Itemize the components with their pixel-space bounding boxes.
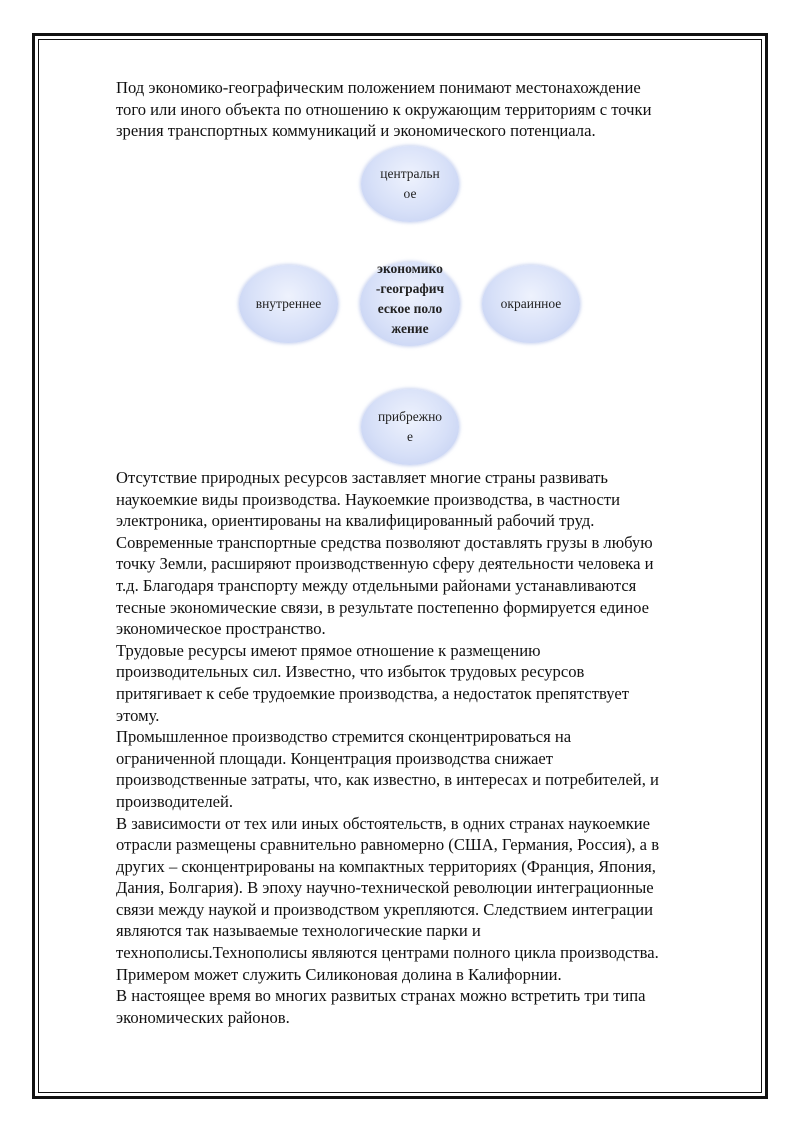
body-line: т.д. Благодаря транспорту между отдельными районами устанавливаются (116, 575, 637, 595)
diagram-node-coastal (361, 389, 459, 465)
body-line: производителей. (116, 791, 234, 811)
diagram-node-peripheral (482, 265, 580, 343)
node-label-internal: внутреннее (255, 296, 322, 311)
diagram-node-internal (239, 265, 338, 343)
intro-line: того или иного объекта по отношению к окружающим территориям с точки (116, 99, 652, 119)
diagram-node-central (361, 146, 459, 222)
body-line: производительных сил. Известно, что избыток трудовых ресурсов (116, 662, 585, 682)
body-line: электроника, ориентированы на квалифицированный рабочий труд. (116, 511, 595, 531)
body-line: технополисы.Технополисы являются центрами полного цикла производства. (116, 943, 659, 963)
diagram-node-center (360, 262, 460, 346)
body-line: экономическое пространство. (116, 619, 326, 639)
body-line: других – сконцентрированы на компактных территориях (Франция, Япония, (116, 856, 656, 876)
body-line: В настоящее время во многих развитых странах можно встретить три типа (116, 986, 646, 1006)
intro-line: зрения транспортных коммуникаций и экономического потенциала. (116, 121, 596, 141)
position-types-diagram (0, 0, 800, 480)
body-line: экономических районов. (116, 1007, 290, 1027)
body-line: тесные экономические связи, в результате постепенно формируется единое (116, 597, 649, 617)
body-paragraphs (116, 467, 740, 1028)
body-line: Отсутствие природных ресурсов заставляет многие страны развивать (116, 468, 608, 487)
body-line: этому. (116, 705, 160, 725)
node-label-coastal: прибрежное (377, 409, 443, 444)
node-label-center: экономико-географическое положение (375, 261, 445, 336)
body-line: Трудовые ресурсы имеют прямое отношение к размещению (116, 640, 541, 660)
body-line: Промышленное производство стремится сконцентрироваться на (116, 727, 572, 747)
body-line: Современные транспортные средства позволяют доставлять грузы в любую (116, 532, 653, 552)
body-line: ограниченной площади. Концентрация производства снижает (116, 748, 553, 768)
body-line: связи между наукой и производством укрепляются. Следствием интеграции (116, 899, 654, 919)
body-line: Дания, Болгария). В эпоху научно-технической революции интеграционные (116, 878, 654, 898)
body-line: наукоемкие виды производства. Наукоемкие производства, в частности (116, 489, 621, 509)
body-line: отрасли размещены сравнительно равномерно (США, Германия, Россия), а в (116, 835, 660, 855)
body-line: Примером может служить Силиконовая долина в Калифорнии. (116, 964, 562, 984)
body-line: производственные затраты, что, как известно, в интересах и потребителей, и (116, 770, 659, 790)
body-line: точку Земли, расширяют производственную сферу деятельности человека и (116, 554, 654, 574)
body-line: В зависимости от тех или иных обстоятельств, в одних странах наукоемкие (116, 813, 650, 833)
node-label-central: центральное (380, 166, 440, 201)
body-line: являются так называемые технологические парки и (116, 921, 481, 941)
intro-line: Под экономико-географическим положением понимают местонахождение (116, 78, 641, 97)
node-label-peripheral: окраинное (500, 296, 562, 311)
body-line: притягивает к себе трудоемкие производства, а недостаток препятствует (116, 683, 629, 703)
